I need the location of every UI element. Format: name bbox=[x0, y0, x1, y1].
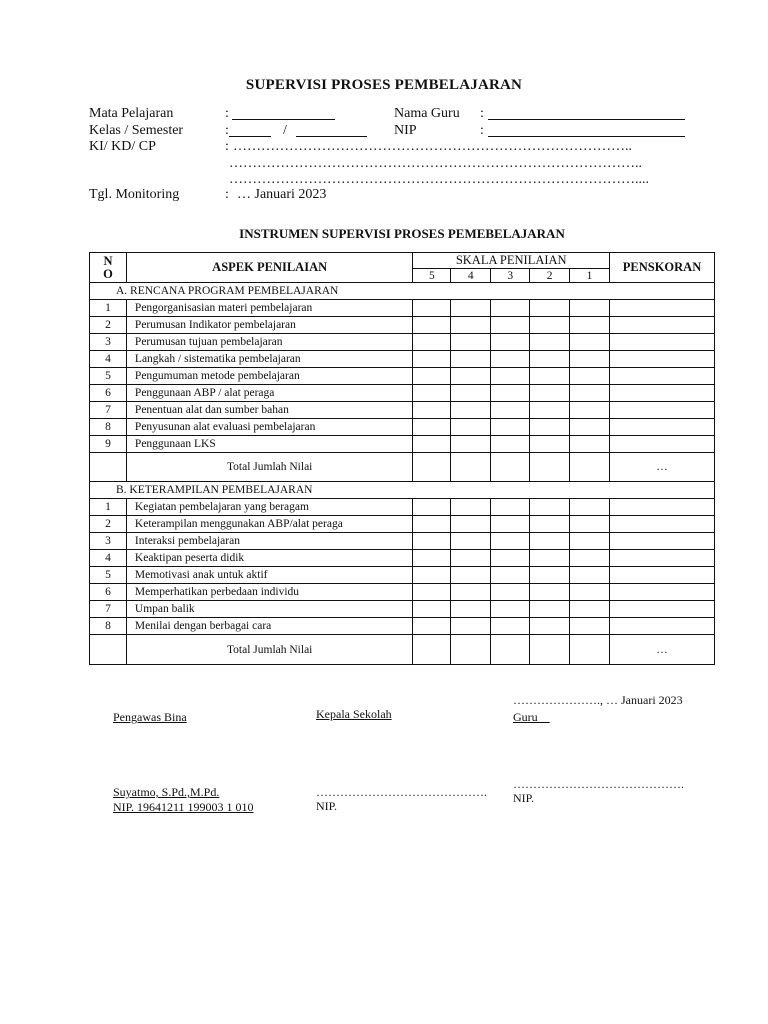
row-aspek: Penggunaan LKS bbox=[126, 436, 412, 453]
table-row bbox=[90, 533, 715, 550]
score-cell[interactable] bbox=[413, 550, 451, 567]
penskoran-cell[interactable] bbox=[610, 402, 715, 419]
score-cell[interactable] bbox=[530, 550, 570, 567]
row-aspek: Umpan balik bbox=[126, 601, 412, 618]
row-aspek: Menilai dengan berbagai cara bbox=[126, 618, 412, 635]
row-no: 9 bbox=[90, 436, 127, 453]
score-cell[interactable] bbox=[491, 317, 530, 334]
score-cell[interactable] bbox=[451, 419, 491, 436]
guru-name-line[interactable]: ……………………………………. bbox=[513, 777, 684, 791]
score-cell[interactable] bbox=[491, 300, 530, 317]
table-row bbox=[90, 567, 715, 584]
score-cell[interactable] bbox=[451, 499, 491, 516]
header-no-line1: N bbox=[103, 253, 113, 268]
instrument-subtitle: INSTRUMEN SUPERVISI PROSES PEMEBELAJARAN bbox=[239, 226, 565, 241]
row-no: 6 bbox=[90, 385, 127, 402]
label-tgl-monitoring: Tgl. Monitoring bbox=[89, 187, 180, 202]
row-no: 5 bbox=[90, 368, 127, 385]
score-cell[interactable] bbox=[530, 453, 570, 482]
row-no: 4 bbox=[90, 550, 127, 567]
document-title: SUPERVISI PROSES PEMBELAJARAN bbox=[245, 77, 523, 93]
score-cell[interactable] bbox=[570, 385, 610, 402]
penskoran-cell[interactable] bbox=[610, 300, 715, 317]
table-row bbox=[90, 385, 715, 402]
colon: : bbox=[225, 139, 229, 154]
header-penskoran: PENSKORAN bbox=[610, 253, 715, 283]
penskoran-cell[interactable] bbox=[610, 550, 715, 567]
pengawas-title: Pengawas Bina bbox=[113, 710, 187, 724]
colon: : bbox=[225, 187, 229, 202]
table-body bbox=[90, 283, 715, 665]
score-cell[interactable] bbox=[570, 567, 610, 584]
kepala-name-line[interactable]: ……………………………………. bbox=[316, 785, 487, 799]
penskoran-cell[interactable] bbox=[610, 584, 715, 601]
empty-cell bbox=[90, 635, 127, 665]
header-skala: SKALA PENILAIAN bbox=[413, 253, 610, 269]
table-row bbox=[90, 550, 715, 567]
score-cell[interactable] bbox=[413, 584, 451, 601]
score-cell[interactable] bbox=[570, 584, 610, 601]
scale-5: 5 bbox=[413, 269, 451, 283]
ki-kd-cp-dots-2[interactable]: …………………………………………………………………………….. bbox=[229, 156, 642, 171]
row-no: 2 bbox=[90, 516, 127, 533]
kepala-nip: NIP. bbox=[316, 799, 338, 813]
score-cell[interactable] bbox=[570, 550, 610, 567]
score-cell[interactable] bbox=[491, 533, 530, 550]
score-cell[interactable] bbox=[491, 419, 530, 436]
guru-title: Guru bbox=[513, 710, 550, 724]
score-cell[interactable] bbox=[413, 402, 451, 419]
score-cell[interactable] bbox=[530, 436, 570, 453]
label-ki-kd-cp: KI/ KD/ CP bbox=[89, 139, 156, 154]
score-cell[interactable] bbox=[491, 601, 530, 618]
score-cell[interactable] bbox=[491, 334, 530, 351]
penskoran-cell[interactable] bbox=[610, 533, 715, 550]
score-cell[interactable] bbox=[451, 453, 491, 482]
row-no: 7 bbox=[90, 402, 127, 419]
nama-guru-field[interactable] bbox=[488, 108, 685, 120]
table-row bbox=[90, 300, 715, 317]
score-cell[interactable] bbox=[491, 385, 530, 402]
row-aspek: Perumusan tujuan pembelajaran bbox=[126, 334, 412, 351]
section-a-heading: A. RENCANA PROGRAM PEMBELAJARAN bbox=[90, 283, 715, 300]
score-cell[interactable] bbox=[570, 635, 610, 665]
penskoran-cell[interactable] bbox=[610, 516, 715, 533]
score-cell[interactable] bbox=[570, 334, 610, 351]
score-cell[interactable] bbox=[491, 368, 530, 385]
row-aspek: Penggunaan ABP / alat peraga bbox=[126, 385, 412, 402]
table-row bbox=[90, 584, 715, 601]
table-row bbox=[90, 334, 715, 351]
row-aspek: Keaktipan peserta didik bbox=[126, 550, 412, 567]
header-no bbox=[90, 253, 127, 283]
total-a-score[interactable]: … bbox=[610, 453, 715, 482]
row-no: 3 bbox=[90, 334, 127, 351]
penskoran-cell[interactable] bbox=[610, 368, 715, 385]
row-aspek: Kegiatan pembelajaran yang beragam bbox=[126, 499, 412, 516]
row-no: 5 bbox=[90, 567, 127, 584]
total-row-a bbox=[90, 453, 715, 482]
score-cell[interactable] bbox=[413, 351, 451, 368]
score-cell[interactable] bbox=[570, 402, 610, 419]
row-aspek: Memotivasi anak untuk aktif bbox=[126, 567, 412, 584]
score-cell[interactable] bbox=[413, 385, 451, 402]
row-aspek: Keterampilan menggunakan ABP/alat peraga bbox=[126, 516, 412, 533]
score-cell[interactable] bbox=[570, 618, 610, 635]
score-cell[interactable] bbox=[570, 351, 610, 368]
score-cell[interactable] bbox=[570, 499, 610, 516]
score-cell[interactable] bbox=[451, 584, 491, 601]
row-no: 7 bbox=[90, 601, 127, 618]
label-mata-pelajaran: Mata Pelajaran bbox=[89, 106, 174, 121]
score-cell[interactable] bbox=[413, 499, 451, 516]
row-aspek: Perumusan Indikator pembelajaran bbox=[126, 317, 412, 334]
score-cell[interactable] bbox=[451, 618, 491, 635]
score-cell[interactable] bbox=[530, 499, 570, 516]
info-block bbox=[89, 106, 709, 206]
score-cell[interactable] bbox=[491, 567, 530, 584]
score-cell[interactable] bbox=[491, 618, 530, 635]
total-b-label: Total Jumlah Nilai bbox=[126, 635, 412, 665]
label-nama-guru: Nama Guru bbox=[394, 106, 460, 121]
score-cell[interactable] bbox=[451, 601, 491, 618]
kepala-sekolah-title: Kepala Sekolah bbox=[316, 707, 392, 721]
pengawas-nip: NIP. 19641211 199003 1 010 bbox=[113, 800, 254, 814]
table-row bbox=[90, 419, 715, 436]
score-cell[interactable] bbox=[413, 317, 451, 334]
score-cell[interactable] bbox=[451, 635, 491, 665]
score-cell[interactable] bbox=[530, 385, 570, 402]
score-cell[interactable] bbox=[530, 635, 570, 665]
label-kelas-semester: Kelas / Semester bbox=[89, 123, 184, 138]
row-aspek: Pengorganisasian materi pembelajaran bbox=[126, 300, 412, 317]
scale-2: 2 bbox=[530, 269, 570, 283]
score-cell[interactable] bbox=[491, 635, 530, 665]
score-cell[interactable] bbox=[570, 436, 610, 453]
score-cell[interactable] bbox=[530, 601, 570, 618]
scale-3: 3 bbox=[491, 269, 530, 283]
total-a-label: Total Jumlah Nilai bbox=[126, 453, 412, 482]
table-row bbox=[90, 618, 715, 635]
score-cell[interactable] bbox=[451, 351, 491, 368]
label-nip: NIP bbox=[394, 123, 417, 138]
score-cell[interactable] bbox=[530, 567, 570, 584]
row-no: 3 bbox=[90, 533, 127, 550]
row-aspek: Penyusunan alat evaluasi pembelajaran bbox=[126, 419, 412, 436]
score-cell[interactable] bbox=[570, 533, 610, 550]
row-aspek: Interaksi pembelajaran bbox=[126, 533, 412, 550]
colon: : bbox=[480, 106, 484, 121]
score-cell[interactable] bbox=[413, 419, 451, 436]
table-row bbox=[90, 499, 715, 516]
score-cell[interactable] bbox=[451, 516, 491, 533]
score-cell[interactable] bbox=[530, 618, 570, 635]
row-aspek: Langkah / sistematika pembelajaran bbox=[126, 351, 412, 368]
score-cell[interactable] bbox=[491, 516, 530, 533]
score-cell[interactable] bbox=[530, 516, 570, 533]
tgl-monitoring-value[interactable]: … Januari 2023 bbox=[237, 187, 327, 202]
score-cell[interactable] bbox=[530, 402, 570, 419]
kelas-field[interactable] bbox=[229, 125, 271, 137]
score-cell[interactable] bbox=[491, 436, 530, 453]
score-cell[interactable] bbox=[491, 453, 530, 482]
header-aspek: ASPEK PENILAIAN bbox=[126, 253, 412, 283]
assessment-table bbox=[89, 252, 715, 665]
score-cell[interactable] bbox=[451, 368, 491, 385]
table-row bbox=[90, 402, 715, 419]
score-cell[interactable] bbox=[413, 334, 451, 351]
score-cell[interactable] bbox=[570, 317, 610, 334]
table-row bbox=[90, 436, 715, 453]
score-cell[interactable] bbox=[530, 351, 570, 368]
penskoran-cell[interactable] bbox=[610, 334, 715, 351]
score-cell[interactable] bbox=[530, 368, 570, 385]
score-cell[interactable] bbox=[413, 300, 451, 317]
score-cell[interactable] bbox=[413, 453, 451, 482]
total-row-b bbox=[90, 635, 715, 665]
score-cell[interactable] bbox=[413, 436, 451, 453]
score-cell[interactable] bbox=[530, 584, 570, 601]
score-cell[interactable] bbox=[530, 317, 570, 334]
score-cell[interactable] bbox=[413, 567, 451, 584]
row-aspek: Pengumuman metode pembelajaran bbox=[126, 368, 412, 385]
score-cell[interactable] bbox=[413, 635, 451, 665]
penskoran-cell[interactable] bbox=[610, 567, 715, 584]
colon: : bbox=[225, 106, 229, 121]
row-no: 8 bbox=[90, 419, 127, 436]
score-cell[interactable] bbox=[413, 516, 451, 533]
score-cell[interactable] bbox=[530, 300, 570, 317]
score-cell[interactable] bbox=[413, 601, 451, 618]
guru-nip: NIP. bbox=[513, 791, 535, 805]
score-cell[interactable] bbox=[451, 334, 491, 351]
penskoran-cell[interactable] bbox=[610, 351, 715, 368]
semester-field[interactable] bbox=[296, 125, 367, 137]
score-cell[interactable] bbox=[491, 402, 530, 419]
penskoran-cell[interactable] bbox=[610, 385, 715, 402]
nip-field[interactable] bbox=[488, 125, 685, 137]
score-cell[interactable] bbox=[451, 436, 491, 453]
penskoran-cell[interactable] bbox=[610, 317, 715, 334]
row-no: 4 bbox=[90, 351, 127, 368]
penskoran-cell[interactable] bbox=[610, 618, 715, 635]
score-cell[interactable] bbox=[570, 368, 610, 385]
score-cell[interactable] bbox=[451, 402, 491, 419]
header-no-line2: O bbox=[103, 266, 113, 281]
row-aspek: Memperhatikan perbedaan individu bbox=[126, 584, 412, 601]
row-no: 6 bbox=[90, 584, 127, 601]
score-cell[interactable] bbox=[491, 351, 530, 368]
score-cell[interactable] bbox=[570, 453, 610, 482]
total-b-score[interactable]: … bbox=[610, 635, 715, 665]
slash: / bbox=[283, 123, 287, 138]
penskoran-cell[interactable] bbox=[610, 419, 715, 436]
score-cell[interactable] bbox=[530, 533, 570, 550]
score-cell[interactable] bbox=[491, 550, 530, 567]
section-b-heading: B. KETERAMPILAN PEMBELAJARAN bbox=[90, 482, 715, 499]
score-cell[interactable] bbox=[570, 419, 610, 436]
scale-1: 1 bbox=[570, 269, 610, 283]
row-no: 1 bbox=[90, 499, 127, 516]
penskoran-cell[interactable] bbox=[610, 436, 715, 453]
score-cell[interactable] bbox=[530, 419, 570, 436]
score-cell[interactable] bbox=[413, 368, 451, 385]
table-row bbox=[90, 317, 715, 334]
score-cell[interactable] bbox=[570, 300, 610, 317]
colon: : bbox=[225, 123, 229, 138]
signature-date[interactable]: …………………., … Januari 2023 bbox=[513, 693, 683, 707]
score-cell[interactable] bbox=[451, 533, 491, 550]
score-cell[interactable] bbox=[451, 385, 491, 402]
scale-4: 4 bbox=[451, 269, 491, 283]
ki-kd-cp-dots-3[interactable]: …………………………………………………………………………….... bbox=[229, 172, 649, 187]
row-no: 2 bbox=[90, 317, 127, 334]
score-cell[interactable] bbox=[530, 334, 570, 351]
empty-cell bbox=[90, 453, 127, 482]
score-cell[interactable] bbox=[570, 601, 610, 618]
colon: : bbox=[480, 123, 484, 138]
score-cell[interactable] bbox=[451, 300, 491, 317]
penskoran-cell[interactable] bbox=[610, 601, 715, 618]
mata-pelajaran-field[interactable] bbox=[232, 108, 335, 120]
pengawas-name: Suyatmo, S.Pd.,M.Pd. bbox=[113, 785, 220, 799]
score-cell[interactable] bbox=[451, 317, 491, 334]
score-cell[interactable] bbox=[413, 618, 451, 635]
score-cell[interactable] bbox=[491, 584, 530, 601]
row-no: 1 bbox=[90, 300, 127, 317]
ki-kd-cp-dots-1[interactable]: ………………………………………………………………………….. bbox=[233, 139, 632, 154]
table-row bbox=[90, 516, 715, 533]
table-row bbox=[90, 601, 715, 618]
table-row bbox=[90, 351, 715, 368]
score-cell[interactable] bbox=[413, 533, 451, 550]
row-no: 8 bbox=[90, 618, 127, 635]
table-row bbox=[90, 368, 715, 385]
penskoran-cell[interactable] bbox=[610, 499, 715, 516]
score-cell[interactable] bbox=[570, 516, 610, 533]
score-cell[interactable] bbox=[491, 499, 530, 516]
score-cell[interactable] bbox=[451, 567, 491, 584]
row-aspek: Penentuan alat dan sumber bahan bbox=[126, 402, 412, 419]
score-cell[interactable] bbox=[451, 550, 491, 567]
